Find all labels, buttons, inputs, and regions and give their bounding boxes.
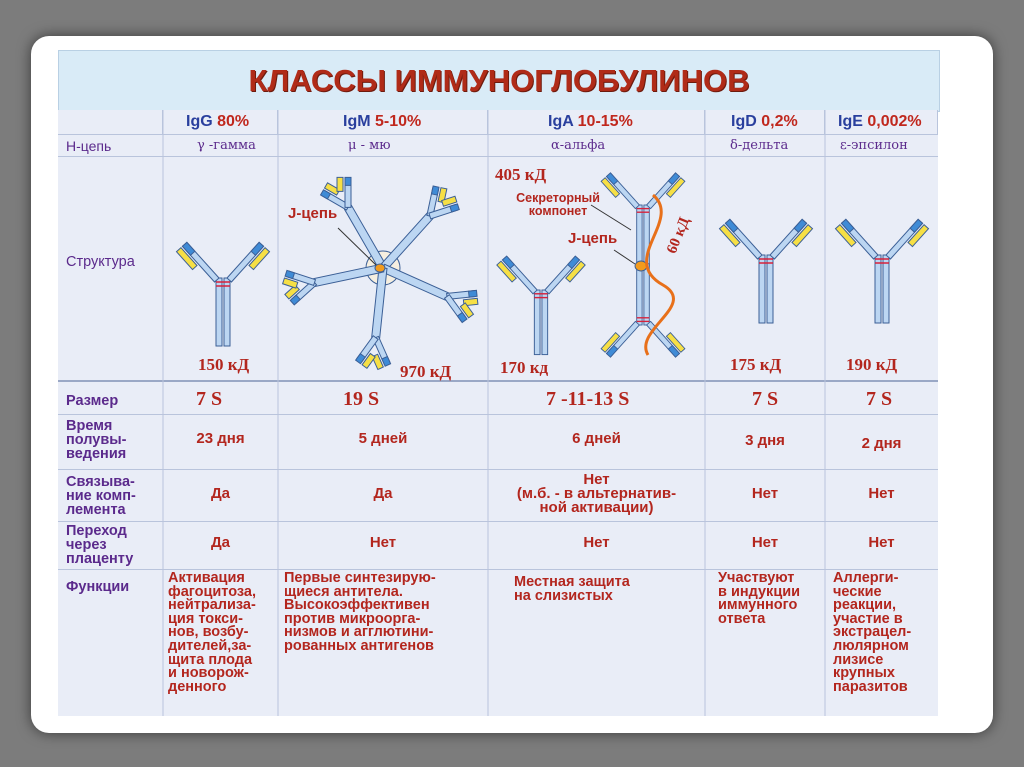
chain-igm: μ - мю	[348, 138, 391, 153]
igm-jchain-label: J-цепь	[288, 205, 338, 222]
functions-iga-line: на слизистых	[514, 587, 613, 604]
functions-igg	[168, 572, 256, 694]
functions-igm-line: Высокоэффективен	[284, 597, 430, 614]
iga-mass-label: 405 кД	[495, 165, 547, 184]
functions-igg-line: нейтрализа-	[168, 597, 256, 614]
size-igg: 7 S	[196, 388, 223, 410]
functions-ige-line: экстрацел-	[833, 624, 912, 641]
functions-igg-line: нов, возбу-	[168, 624, 249, 641]
placenta-iga: Нет	[583, 534, 610, 551]
weight-ige: 190 кД	[846, 355, 898, 374]
placenta-igm: Нет	[369, 534, 397, 551]
complement-igd: Нет	[751, 485, 779, 502]
functions-igm-line: Первые синтезирую-	[284, 570, 436, 586]
functions-igg-line: дителей,за-	[168, 637, 252, 654]
complement-ige: Нет	[868, 485, 895, 502]
row-label-half-life: Время полувы- ведения	[66, 418, 127, 462]
class-iga: IgA 10-15%	[548, 113, 633, 130]
functions-igg-line: денного	[168, 678, 227, 695]
halflife-igm: 5 дней	[358, 430, 408, 447]
chain-igg: γ -гамма	[197, 138, 256, 153]
class-ige: IgE 0,002%	[838, 113, 922, 130]
igd-diagram	[719, 219, 812, 323]
halflife-igg: 23 дня	[196, 430, 245, 447]
weight-igd: 175 кД	[730, 355, 782, 374]
functions-igm-line: низмов и агглютини-	[284, 624, 434, 641]
functions-igm-line: щиеся антитела.	[284, 583, 403, 600]
iga-jchain-label: J-цепь	[568, 230, 618, 247]
functions-igm	[284, 572, 436, 654]
functions-igd-line: ответа	[718, 610, 766, 627]
igm-diagram	[280, 171, 483, 370]
functions-igg-line: фагоцитоза,	[168, 583, 256, 600]
functions-iga	[514, 576, 630, 603]
row-label-functions: Функции	[66, 579, 130, 595]
weight-igg: 150 кД	[198, 355, 250, 374]
functions-ige-line: паразитов	[833, 678, 908, 695]
functions-igg-line: и новорож-	[168, 665, 249, 682]
size-igd: 7 S	[752, 388, 779, 410]
placenta-ige: Нет	[868, 534, 895, 551]
functions-ige-line: Аллерги-	[833, 570, 899, 586]
complement-iga: Нет (м.б. - в альтернатив- ной активации)	[516, 471, 677, 516]
row-label-size: Размер	[66, 393, 119, 409]
functions-ige-line: люлярном	[833, 637, 909, 654]
functions-iga-line: Местная защита	[514, 574, 630, 590]
functions-igm-line: рованных антигенов	[284, 637, 434, 654]
row-label-complement: Связыва- ние комп- лемента	[66, 474, 136, 518]
functions-ige-line: участие в	[833, 610, 903, 627]
functions-igg-line: Активация	[168, 570, 245, 586]
functions-igd	[718, 572, 800, 626]
class-igd: IgD 0,2%	[731, 113, 798, 130]
size-ige: 7 S	[866, 388, 893, 410]
functions-igm-line: против микроорга-	[284, 610, 421, 627]
page-title: КЛАССЫ ИММУНОГЛОБУЛИНОВ	[248, 63, 750, 98]
row-label-h-chain: H-цепь	[66, 138, 112, 154]
igg-diagram	[176, 242, 269, 346]
halflife-ige: 2 дня	[861, 435, 902, 452]
ige-diagram	[835, 219, 928, 323]
iga-secretory-label: Секреторный компонет	[516, 191, 600, 218]
title-bar	[58, 50, 940, 112]
class-igg: IgG 80%	[186, 113, 250, 130]
weight-iga: 170 кд	[500, 358, 549, 377]
row-label-structure: Структура	[66, 254, 135, 270]
size-igm: 19 S	[343, 388, 380, 410]
halflife-igd: 3 дня	[745, 432, 785, 449]
row-label-placenta: Переход через плаценту	[66, 523, 134, 567]
placenta-igd: Нет	[751, 534, 779, 551]
functions-ige-line: лизисе	[833, 651, 884, 668]
functions-ige-line: ческие	[833, 583, 882, 600]
functions-igd-line: Участвуют	[718, 570, 795, 586]
functions-ige	[833, 572, 911, 694]
functions-ige-line: реакции,	[833, 597, 897, 614]
functions-igd-line: в индукции	[718, 583, 801, 600]
chain-iga: α-альфа	[551, 138, 606, 153]
complement-igg: Да	[210, 485, 231, 502]
functions-igg-line: ция токси-	[168, 610, 243, 627]
complement-igm: Да	[373, 485, 393, 502]
weight-igm: 970 кД	[400, 362, 452, 381]
functions-igg-line: щита плода	[168, 651, 253, 668]
chain-igd: δ-дельта	[730, 138, 789, 153]
functions-igd-line: иммунного	[718, 597, 798, 614]
iga-sc-mass-label: 60 кД	[664, 215, 693, 256]
placenta-igg: Да	[210, 534, 231, 551]
chain-ige: ε-эпсилон	[840, 138, 908, 153]
immunoglobulin-table	[58, 110, 938, 716]
functions-ige-line: крупных	[833, 665, 895, 682]
halflife-iga: 6 дней	[572, 430, 621, 447]
size-iga: 7 -11-13 S	[546, 388, 630, 410]
class-igm: IgM 5-10%	[343, 113, 422, 130]
